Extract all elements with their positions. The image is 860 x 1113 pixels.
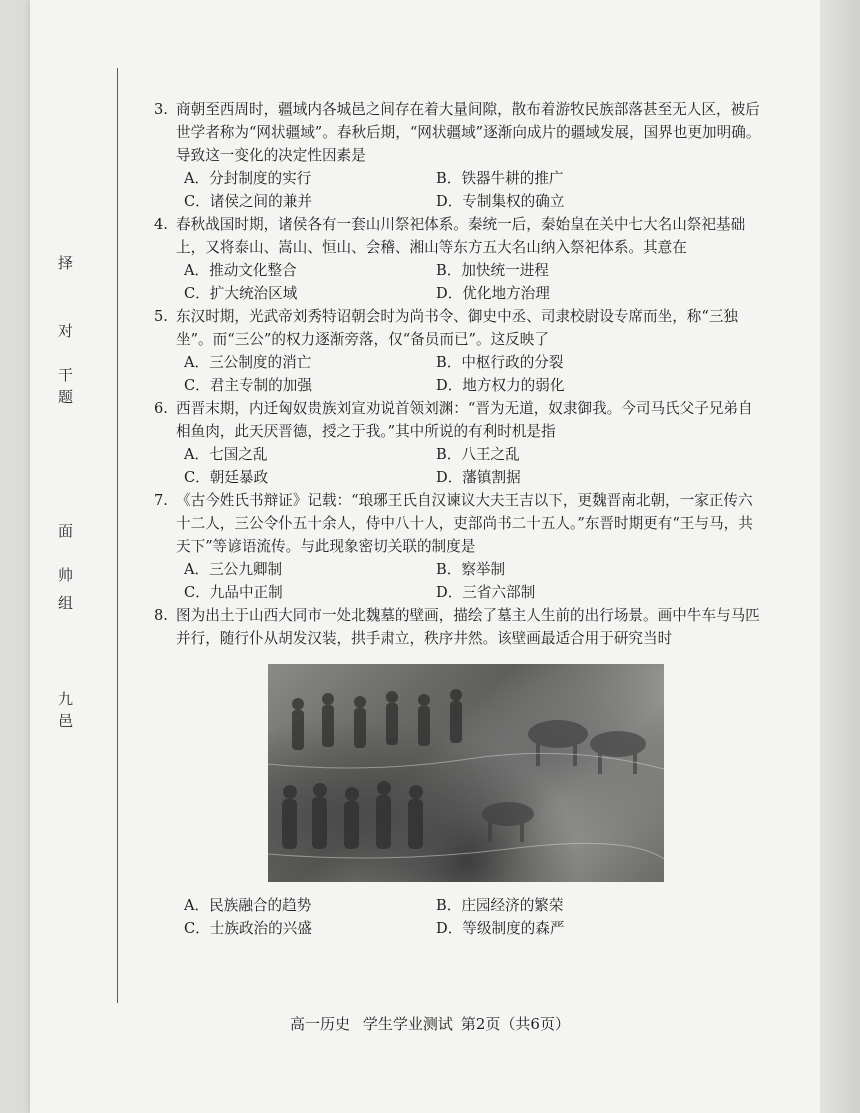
question-number: 7. xyxy=(154,492,168,509)
question-7 xyxy=(150,489,765,604)
option-a: A．推动文化整合 xyxy=(184,262,297,279)
option-b: B．察举制 xyxy=(436,561,506,578)
options xyxy=(150,259,765,305)
options xyxy=(150,558,765,604)
question-3 xyxy=(150,98,765,213)
option-d: D．三省六部制 xyxy=(436,584,536,601)
option-d: D．藩镇割据 xyxy=(436,469,521,486)
option-d: D．等级制度的森严 xyxy=(436,920,565,937)
option-c: C．诸侯之间的兼并 xyxy=(184,193,312,210)
footer-course: 高一历史 xyxy=(290,1015,351,1033)
question-6 xyxy=(150,397,765,489)
option-b: B．庄园经济的繁荣 xyxy=(436,897,564,914)
question-number: 4. xyxy=(154,216,168,233)
margin-char: 组 xyxy=(58,594,74,612)
option-c: C．扩大统治区域 xyxy=(184,285,298,302)
mural-image xyxy=(268,664,664,882)
margin-char: 面 xyxy=(58,522,74,540)
options xyxy=(150,167,765,213)
option-a: A．三公制度的消亡 xyxy=(184,354,312,371)
question-stem: 春秋战国时期，诸侯各有一套山川祭祀体系。秦统一后，秦始皇在关中七大名山祭祀基础上，又将泰山、嵩山、恒山、会稽、湘山等东方五大名山纳入祭祀体系。其意在 xyxy=(176,216,746,256)
option-a: A．七国之乱 xyxy=(184,446,268,463)
option-c: C．九品中正制 xyxy=(184,584,283,601)
question-4 xyxy=(150,213,765,305)
option-a: A．分封制度的实行 xyxy=(184,170,312,187)
option-a: A．民族融合的趋势 xyxy=(184,897,312,914)
margin-char: 择 xyxy=(58,254,74,272)
option-c: C．朝廷暴政 xyxy=(184,469,269,486)
question-stem: 图为出土于山西大同市一处北魏墓的壁画，描绘了墓主人生前的出行场景。画中牛车与马匹并行，随行仆从胡发汉装，拱手肃立，秩序井然。该壁画最适合用于研究当时 xyxy=(176,607,760,647)
margin-char: 题 xyxy=(58,388,74,406)
page-footer xyxy=(0,1013,860,1034)
margin-char: 邑 xyxy=(58,712,74,730)
option-b: B．加快统一进程 xyxy=(436,262,549,279)
question-list xyxy=(150,98,765,940)
option-d: D．专制集权的确立 xyxy=(436,193,565,210)
option-b: B．铁器牛耕的推广 xyxy=(436,170,564,187)
question-5 xyxy=(150,305,765,397)
margin-char: 九 xyxy=(58,690,74,708)
question-number: 8. xyxy=(154,607,168,624)
margin-char: 干 xyxy=(58,366,74,384)
options xyxy=(150,894,765,940)
options xyxy=(150,351,765,397)
option-c: C．士族政治的兴盛 xyxy=(184,920,312,937)
question-stem: 东汉时期，光武帝刘秀特诏朝会时为尚书令、御史中丞、司隶校尉设专席而坐，称“三独坐”。而“三公”的权力逐渐旁落，仅“备员而已”。这反映了 xyxy=(176,308,739,348)
margin-char: 帅 xyxy=(58,566,74,584)
footer-test-name: 学生学业测试 xyxy=(362,1015,453,1033)
binding-margin-line xyxy=(117,68,118,1003)
question-number: 5. xyxy=(154,308,168,325)
question-stem: 《古今姓氏书辩证》记载：“琅琊王氏自汉谏议大夫王吉以下，更魏晋南北朝，一家正传六十二人，三公令仆五十余人，侍中八十人，吏部尚书二十五人。”东晋时期更有“王与马，共天下”等谚语流传。与此现象密切关联的制度是 xyxy=(176,492,753,555)
option-d: D．地方权力的弱化 xyxy=(436,377,565,394)
footer-page-number: 第2页（共6页） xyxy=(460,1015,570,1033)
question-8 xyxy=(150,604,765,940)
option-b: B．八王之乱 xyxy=(436,446,520,463)
option-c: C．君主专制的加强 xyxy=(184,377,312,394)
margin-char: 对 xyxy=(58,322,74,340)
question-stem: 西晋末期，内迁匈奴贵族刘宣劝说首领刘渊：“晋为无道，奴隶御我。今司马氏父子兄弟自相鱼肉，此天厌晋德，授之于我。”其中所说的有利时机是指 xyxy=(176,400,753,440)
option-a: A．三公九卿制 xyxy=(184,561,283,578)
option-b: B．中枢行政的分裂 xyxy=(436,354,564,371)
question-number: 3. xyxy=(154,101,168,118)
question-stem: 商朝至西周时，疆域内各城邑之间存在着大量间隙，散布着游牧民族部落甚至无人区，被后世学者称为“网状疆域”。春秋后期，“网状疆域”逐渐向成片的疆域发展，国界也更加明确。导致这一变化的决定性因素是 xyxy=(176,101,761,164)
mural-figures-illustration xyxy=(268,664,664,882)
options xyxy=(150,443,765,489)
question-number: 6. xyxy=(154,400,168,417)
option-d: D．优化地方治理 xyxy=(436,285,550,302)
page-edge-shadow xyxy=(820,0,860,1113)
